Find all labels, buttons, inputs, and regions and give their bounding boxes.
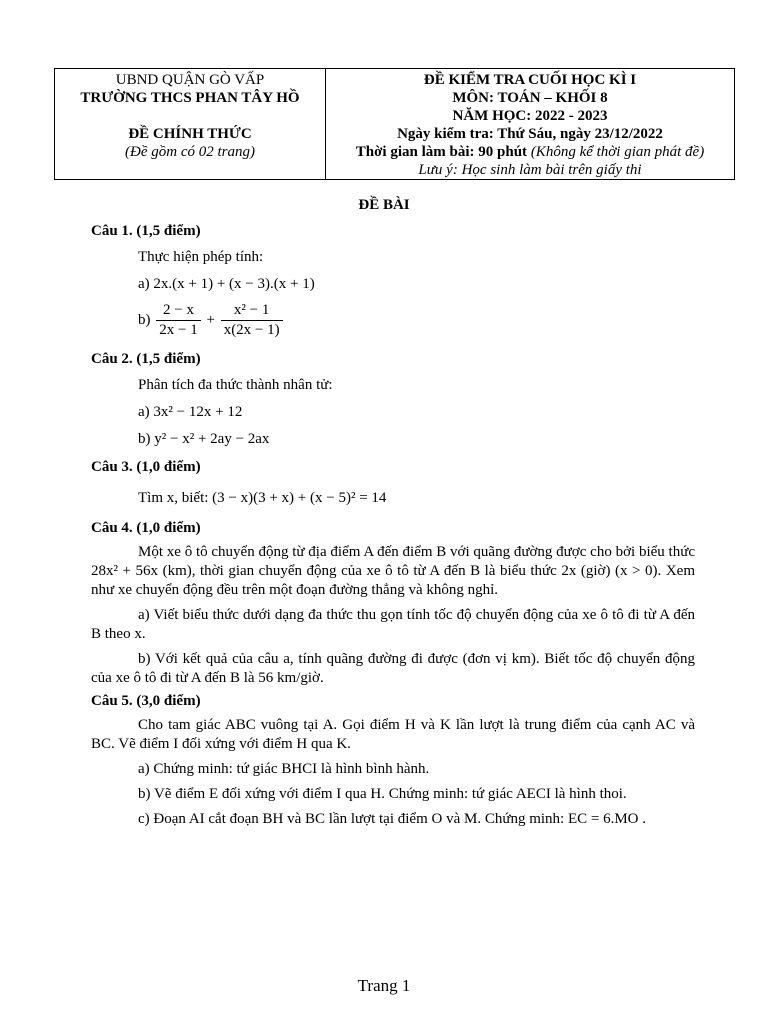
q5-part-c: c) Đoạn AI cắt đoạn BH và BC lần lượt tại điểm O và M. Chứng minh: EC = 6.MO .: [138, 811, 647, 827]
exam-body: [91, 222, 695, 829]
q5-part-a: a) Chứng minh: tứ giác BHCI là hình bình hành.: [138, 761, 430, 777]
q4-paragraph-1: Một xe ô tô chuyển động từ địa điểm A đến điểm B với quãng đường được cho bởi biểu thức 28x² + 56x (km), thời gian chuyển động của xe ô tô từ A đến B là biểu thức 2x (giờ) (x > 0). Xem như xe chuyển động đều trên một đoạn đường thẳng và không nghỉ.: [91, 544, 695, 598]
q1-fraction-2: $\frac{\text{x² − 1}}{x(2x - 1)}$: [221, 301, 283, 340]
q3-text: Tìm x, biết: (3 − x)(3 + x) + (x − 5)² = 14: [138, 490, 387, 506]
page-number: Trang 1: [357, 976, 411, 995]
exam-note: Lưu ý: Học sinh làm bài trên giấy thi: [418, 162, 642, 178]
section-title: ĐỀ BÀI: [358, 197, 410, 213]
exam-header: [54, 68, 735, 180]
header-right: [326, 69, 734, 179]
subject: MÔN: TOÁN – KHỐI 8: [452, 90, 608, 106]
q4-part-a: a) Viết biểu thức dưới dạng đa thức thu gọn tính tốc độ chuyển động của xe ô tô đi từ A đến B theo x.: [91, 607, 695, 642]
q1-fraction-1: $\frac{2 - x}{2x - 1}$: [156, 301, 200, 340]
exam-title: ĐỀ KIỂM TRA CUỐI HỌC KÌ I: [423, 72, 637, 88]
q2-heading: Câu 2. (1,5 điểm): [91, 351, 201, 367]
district-name: UBND QUẬN GÒ VẤP: [115, 72, 265, 88]
q4-part-b: b) Với kết quả của câu a, tính quãng đường đi được (đơn vị km). Biết tốc độ chuyển động của xe ô tô đi từ A đến B là 56 km/giờ.: [91, 651, 695, 686]
q2-part-a: a) 3x² − 12x + 12: [138, 404, 243, 420]
q5-paragraph-1: Cho tam giác ABC vuông tại A. Gọi điểm H và K lần lượt là trung điểm của cạnh AC và BC. Vẽ điểm I đối xứng với điểm H qua K.: [91, 717, 695, 752]
q2-intro: Phân tích đa thức thành nhân tử:: [138, 377, 333, 393]
school-name: TRƯỜNG THCS PHAN TÂY HỒ: [80, 90, 300, 106]
exam-duration: Thời gian làm bài: 90 phút (Không kể thời gian phát đề): [355, 144, 705, 160]
q3-heading: Câu 3. (1,0 điểm): [91, 459, 201, 475]
q5-part-b: b) Vẽ điểm E đối xứng với điểm I qua H. Chứng minh: tứ giác AECI là hình thoi.: [138, 786, 627, 802]
page-count-note: (Đề gồm có 02 trang): [125, 144, 255, 160]
q1-intro: Thực hiện phép tính:: [138, 249, 264, 265]
q1-part-a: a) 2x.(x + 1) + (x − 3).(x + 1): [138, 276, 315, 292]
q1-heading: Câu 1. (1,5 điểm): [91, 223, 201, 239]
q1-part-b: b) $\frac{2 - x}{2x - 1}$ + $\frac{\text{x² − 1}}{x(2x - 1)}$: [91, 301, 695, 340]
q2-part-b: b) y² − x² + 2ay − 2ax: [138, 431, 270, 447]
school-year: NĂM HỌC: 2022 - 2023: [452, 108, 608, 124]
official-label: ĐỀ CHÍNH THỨC: [128, 126, 252, 142]
exam-date: Ngày kiểm tra: Thứ Sáu, ngày 23/12/2022: [397, 126, 663, 142]
q5-heading: Câu 5. (3,0 điểm): [91, 693, 201, 709]
header-left: [55, 69, 326, 179]
q4-heading: Câu 4. (1,0 điểm): [91, 520, 201, 536]
